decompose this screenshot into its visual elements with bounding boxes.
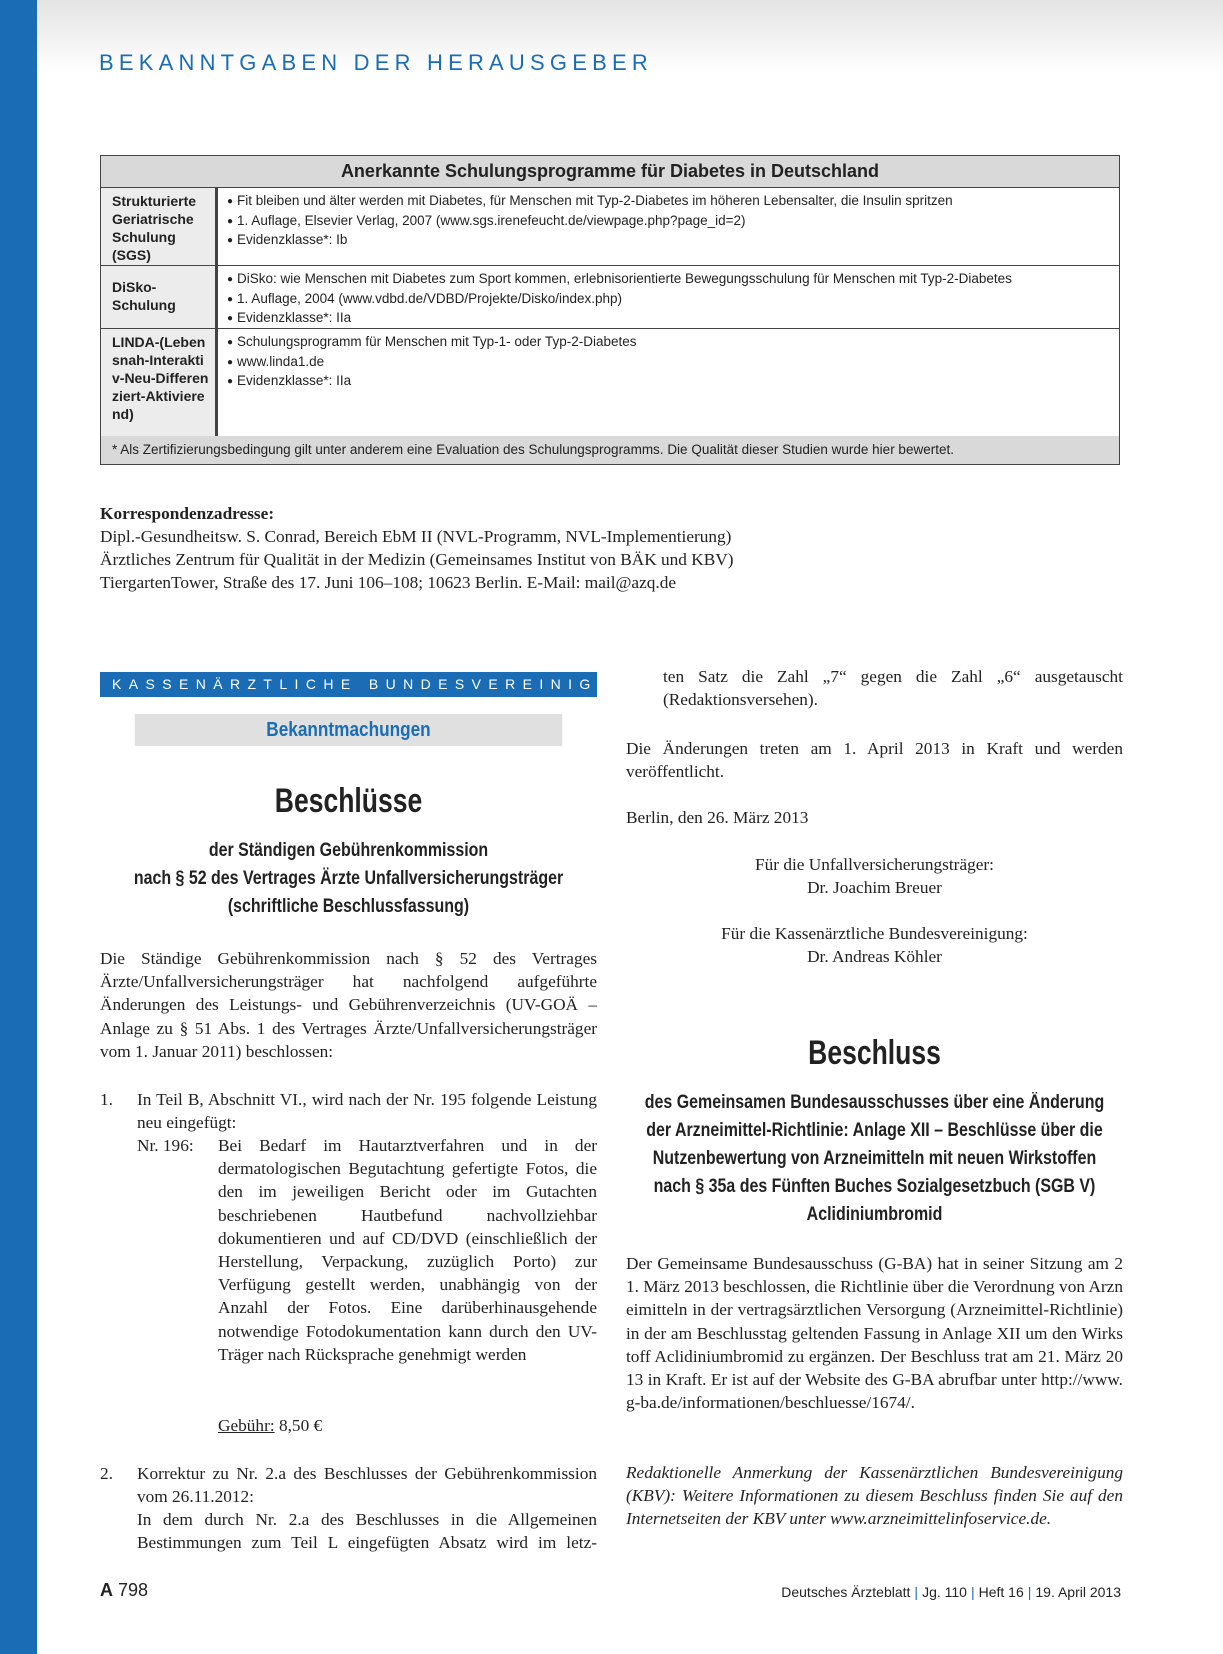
- sidebar-accent-bar: [0, 0, 37, 1654]
- journal-date: 19. April 2013: [1035, 1584, 1121, 1600]
- list-item: ● Evidenzklasse*: IIa: [227, 372, 1113, 392]
- right-article-title: Beschluss: [808, 1034, 941, 1072]
- row-items: [227, 192, 1113, 251]
- right-date: Berlin, den 26. März 2013: [626, 808, 809, 827]
- correspondence-heading: Korrespondenzadresse:: [100, 504, 275, 523]
- list-number: 2.: [100, 1464, 113, 1483]
- right-article-subtitle: des Gemeinsamen Bundesausschusses über eine Änderung der Arzneimittel-Richtlinie: Anlage XII – Beschlüsse über die Nutzenbewertung von Arzneimitteln mit neuen Wirkstoffen nach § 35a des Fünften Buches Sozialgesetzbuch (SGB V) Aclidiniumbromid: [644, 1092, 1105, 1225]
- row-items: [227, 270, 1113, 329]
- list-item: ● Evidenzklasse*: IIa: [227, 309, 1113, 329]
- table-row: [101, 329, 1119, 438]
- nr-label: Nr. 196:: [137, 1136, 194, 1155]
- correspondence-block: [100, 502, 734, 594]
- nr-text: Bei Bedarf im Hautarztverfahren und in der dermatologischen Begutachtung gefertigte Fotos, die den im jeweiligen Bericht oder im Gutachten beschriebenen Hautbefund nachvollziehbar dokumentieren und auf CD/DVD (einschließlich der Herstellung, Verpackung, zuzüglich Porto) zur Verfügung gestellt werden, unabhängig von der Anzahl der Fotos. Eine darüberhinausgehende notwendige Fotodokumentation kann durch den UV-Träger nach Rücksprache genehmigt werden: [218, 1136, 597, 1364]
- list-item: ● Fit bleiben und älter werden mit Diabetes, für Menschen mit Typ-2-Diabetes im höheren Lebensalter, die Insulin spritzen: [227, 192, 1113, 212]
- left-article-title: Beschlüsse: [274, 782, 423, 820]
- row-label: DiSko-Schulung: [101, 266, 218, 328]
- organization-band: KASSENÄRZTLICHE BUNDESVEREINIGUNG: [100, 672, 597, 697]
- journal-issue: Heft 16: [978, 1584, 1024, 1600]
- list-number: 1.: [100, 1090, 113, 1109]
- list-item: ● 1. Auflage, Elsevier Verlag, 2007 (www.sgs.irenefeucht.de/viewpage.php?page_id=2): [227, 212, 1113, 232]
- table-row: [101, 188, 1119, 266]
- signature-role: Für die Kassenärztliche Bundesvereinigung:: [721, 924, 1028, 943]
- fee-label: Gebühr:: [218, 1416, 275, 1435]
- list-item: ● Evidenzklasse*: Ib: [227, 231, 1113, 251]
- programs-table: [100, 155, 1120, 465]
- table-row: [101, 266, 1119, 329]
- signature-name: Dr. Andreas Köhler: [807, 947, 942, 967]
- list-item: ● DiSko: wie Menschen mit Diabetes zum Sport kommen, erlebnisorientierte Bewegungsschulung für Menschen mit Typ-2-Diabetes: [227, 270, 1113, 290]
- signature-block: [626, 853, 1123, 899]
- journal-name: Deutsches Ärzteblatt: [781, 1584, 911, 1600]
- list-item-text: In dem durch Nr. 2.a des Beschlusses in die Allgemeinen Bestimmungen zum Teil L eingefügten Absatz wird im letz-: [137, 1510, 597, 1553]
- signature-name: Dr. Joachim Breuer: [807, 878, 942, 898]
- row-items: [227, 333, 1113, 392]
- signature-block: [626, 922, 1123, 968]
- signature-role: Für die Unfallversicherungsträger:: [755, 855, 994, 874]
- correspondence-line: TiergartenTower, Straße des 17. Juni 106–108; 10623 Berlin. E-Mail: mail@azq.de: [100, 573, 677, 592]
- left-intro-paragraph: Die Ständige Gebührenkommission nach § 52 des Vertrages Ärzte/Unfallversicherungsträger hat nachfolgend aufgeführte Änderungen des Leistungs- und Gebührenverzeichnis (UV-GOÄ – Anlage zu § 51 Abs. 1 des Vertrages Ärzte/Unfallversicherungsträger vom 1. Januar 2011) beschlossen:: [100, 949, 597, 1061]
- page-number: A 798: [100, 1580, 149, 1600]
- correspondence-line: Dipl.-Gesundheitsw. S. Conrad, Bereich EbM II (NVL-Programm, NVL-Implementierung): [100, 527, 732, 546]
- editorial-note: Redaktionelle Anmerkung der Kassenärztlichen Bundesvereinigung (KBV): Weitere Informationen zu diesem Beschluss finden Sie auf den Internetseiten der KBV unter www.arzneimittelinfoservice.de.: [626, 1463, 1123, 1529]
- section-title: BEKANNTGABEN DER HERAUSGEBER: [99, 50, 653, 75]
- list-item: ● 1. Auflage, 2004 (www.vdbd.de/VDBD/Projekte/Disko/index.php): [227, 290, 1113, 310]
- list-item-text: In Teil B, Abschnitt VI., wird nach der Nr. 195 folgende Leistung neu eingefügt:: [137, 1090, 597, 1133]
- list-item: ● Schulungsprogramm für Menschen mit Typ-1- oder Typ-2-Diabetes: [227, 333, 1113, 353]
- row-label: Strukturierte Geriatrische Schulung (SGS): [101, 188, 218, 265]
- table-title: Anerkannte Schulungsprogramme für Diabetes in Deutschland: [101, 156, 1119, 188]
- table-footnote: * Als Zertifizierungsbedingung gilt unter anderem eine Evaluation des Schulungsprogramms. Die Qualität dieser Studien wurde hier bewertet.: [101, 436, 1119, 464]
- list-item-text: Korrektur zu Nr. 2.a des Beschlusses der Gebührenkommission vom 26.11.2012:: [137, 1464, 597, 1507]
- right-effective-text: Die Änderungen treten am 1. April 2013 in Kraft und werden veröffentlicht.: [626, 739, 1123, 782]
- journal-footer: Deutsches Ärzteblatt | Jg. 110 | Heft 16 | 19. April 2013: [781, 1584, 1121, 1600]
- announcements-band: Bekanntmachungen: [135, 714, 562, 746]
- fee-value: 8,50 €: [278, 1416, 323, 1435]
- right-body-paragraph: Der Gemeinsame Bundesausschuss (G-BA) hat in seiner Sitzung am 21. März 2013 beschlossen, die Richtlinie über die Verordnung von Arzneimitteln in der vertragsärztlichen Versorgung (Arzneimittel-Richtlinie) in der am Beschlusstag geltenden Fassung in Anlage XII um den Wirkstoff Aclidiniumbromid zu ergänzen. Der Beschluss trat am 21. März 2013 in Kraft. Er ist auf der Website des G-BA abrufbar unter http://www.g-ba.de/informationen/beschluesse/1674/.: [626, 1254, 1123, 1413]
- row-label: LINDA-(Lebensnah-Interaktiv-Neu-Differenziert-Aktivierend): [101, 329, 218, 437]
- fee-line: [218, 1414, 322, 1437]
- right-continuation: ten Satz die Zahl „7“ gegen die Zahl „6“ ausgetauscht (Redaktionsversehen).: [663, 667, 1123, 710]
- correspondence-line: Ärztliches Zentrum für Qualität in der Medizin (Gemeinsames Institut von BÄK und KBV): [100, 550, 734, 569]
- journal-volume: Jg. 110: [922, 1584, 967, 1600]
- list-item: ● www.linda1.de: [227, 353, 1113, 373]
- left-article-subtitle: der Ständigen Gebührenkommission nach § 52 des Vertrages Ärzte Unfallversicherungsträger (schriftliche Beschlussfassung): [133, 840, 564, 917]
